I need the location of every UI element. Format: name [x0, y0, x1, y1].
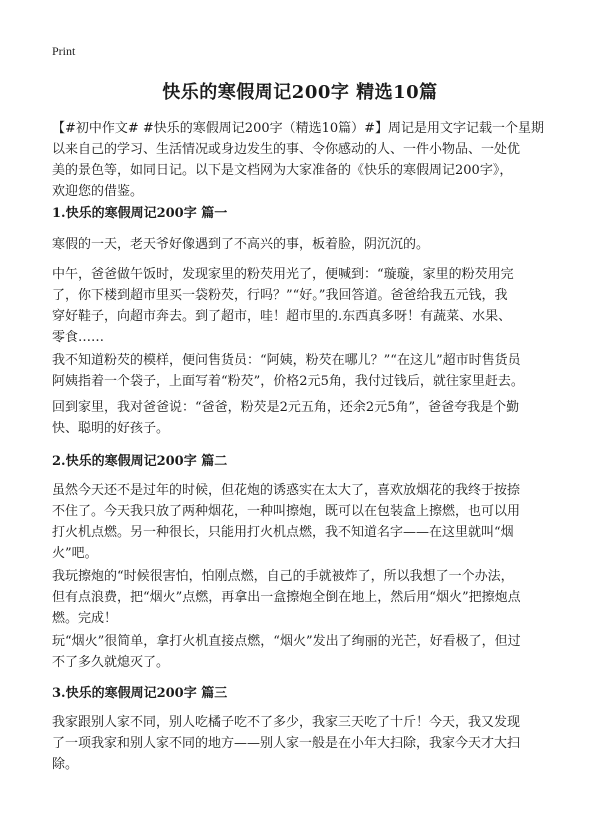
section-2-paragraph: 我玩擦炮的“时候很害怕，怕刚点燃，自己的手就被炸了，所以我想了一个办法， 但有点浪费，把“烟火”点燃，再拿出一盒擦炮全倒在地上，然后用“烟火”把擦炮点 燃。完成！	[52, 569, 521, 626]
section-heading-3: 3.快乐的寒假周记200字 篇三	[52, 686, 228, 701]
section-heading-2: 2.快乐的寒假周记200字 篇二	[52, 454, 228, 469]
section-2-paragraph: 玩“烟火”很简单，拿打火机直接点燃，“烟火”发出了绚丽的光芒，好看极了，但过 不了多久就熄灭了。	[52, 634, 521, 670]
print-link[interactable]: Print	[52, 44, 76, 58]
intro-paragraph: 【#初中作文# #快乐的寒假周记200字（精选10篇）#】周记是用文字记载一个星期 以来自己的学习、生活情况或身边发生的事、令你感动的人、一件小物品、一处优 美的景色等，如同日记。以下是文档网为大家准备的《快乐的寒假周记200字》， 欢迎您的借鉴。	[52, 121, 545, 199]
section-2-paragraph: 虽然今天还不是过年的时候，但花炮的诱惑实在太大了，喜欢放烟花的我终于按捺 不住了。今天我只放了两种烟花，一种叫擦炮，既可以在包装盒上擦燃，也可以用 打火机点燃。另一种很长，只能用打火机点燃，我不知道名字——在这里就叫“烟 火”吧。	[52, 483, 521, 561]
section-1-paragraph: 寒假的一天，老天爷好像遇到了不高兴的事，板着脸，阴沉沉的。	[52, 237, 430, 252]
document-title: 快乐的寒假周记200字 精选10篇	[162, 82, 438, 103]
section-1-paragraph: 中午，爸爸做午饭时，发现家里的粉芡用光了，便喊到：“璇璇，家里的粉芡用完 了，你下楼到超市里买一袋粉芡，行吗？”“好。”我回答道。爸爸给我五元钱，我 穿好鞋子，向超市奔去。到了超市，哇！超市里的.东西真多呀！有蔬菜、水果、 零食……	[52, 267, 514, 345]
section-heading-1: 1.快乐的寒假周记200字 篇一	[52, 206, 228, 221]
section-1-paragraph: 回到家里，我对爸爸说：“爸爸，粉芡是2元五角，还余2元5角”，爸爸夸我是个勤 快、聪明的好孩子。	[52, 400, 520, 436]
section-1-paragraph: 我不知道粉芡的模样，便问售货员：“阿姨，粉芡在哪儿？”“在这儿”超市时售货员 阿姨指着一个袋子，上面写着“粉芡”，价格2元5角，我付过钱后，就往家里赶去。	[52, 353, 524, 389]
section-3-paragraph: 我家跟别人家不同，别人吃橘子吃不了多少，我家三天吃了十斤！今天，我又发现 了一项我家和别人家不同的地方——别人家一般是在小年大扫除，我家今天才大扫 除。	[52, 715, 521, 772]
